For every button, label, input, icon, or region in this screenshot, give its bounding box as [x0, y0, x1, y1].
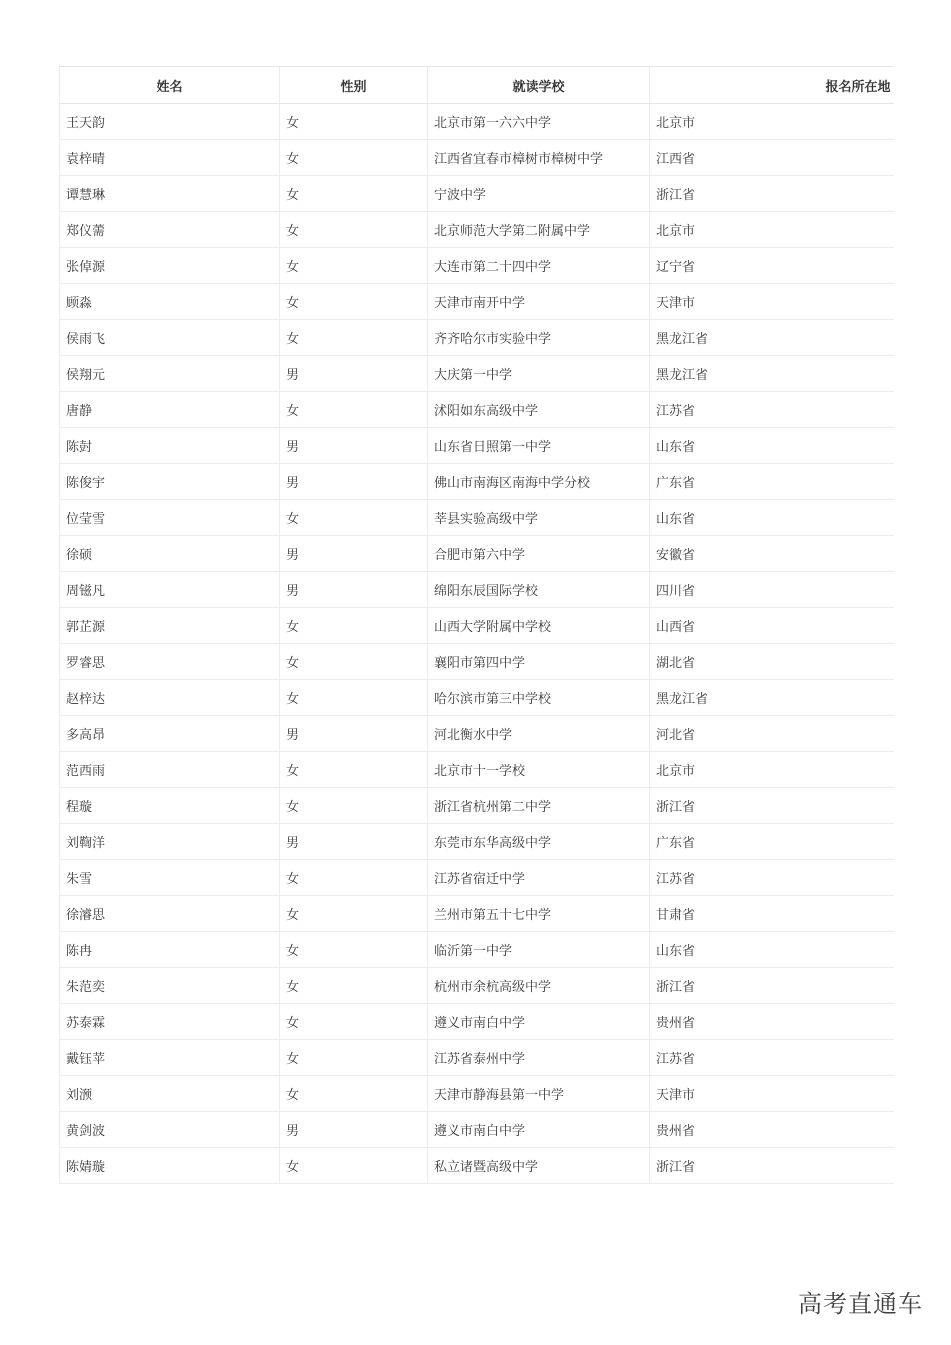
- cell-name: 罗睿思: [60, 644, 280, 680]
- cell-name: 侯翔元: [60, 356, 280, 392]
- cell-school: 江苏省泰州中学: [428, 1040, 650, 1076]
- table-row: [60, 140, 895, 176]
- table-row: [60, 392, 895, 428]
- cell-location: 山东省: [650, 932, 895, 968]
- cell-location: 浙江省: [650, 968, 895, 1004]
- header-name: 姓名: [60, 67, 280, 104]
- cell-school: 河北衡水中学: [428, 716, 650, 752]
- table-row: [60, 572, 895, 608]
- table-row: [60, 212, 895, 248]
- cell-school: 哈尔滨市第三中学校: [428, 680, 650, 716]
- header-row: [60, 67, 895, 104]
- cell-gender: 女: [280, 968, 428, 1004]
- cell-gender: 男: [280, 572, 428, 608]
- cell-name: 位莹雪: [60, 500, 280, 536]
- cell-school: 山东省日照第一中学: [428, 428, 650, 464]
- cell-gender: 女: [280, 212, 428, 248]
- cell-location: 江苏省: [650, 860, 895, 896]
- cell-location: 河北省: [650, 716, 895, 752]
- cell-school: 大庆第一中学: [428, 356, 650, 392]
- cell-name: 侯雨飞: [60, 320, 280, 356]
- cell-name: 刘滪: [60, 1076, 280, 1112]
- table-row: [60, 356, 895, 392]
- cell-gender: 男: [280, 716, 428, 752]
- table-row: [60, 500, 895, 536]
- cell-name: 戴钰苹: [60, 1040, 280, 1076]
- cell-gender: 男: [280, 536, 428, 572]
- cell-school: 私立诸暨高级中学: [428, 1148, 650, 1184]
- cell-school: 沭阳如东高级中学: [428, 392, 650, 428]
- cell-name: 张倬源: [60, 248, 280, 284]
- student-list-table: [59, 66, 894, 1184]
- cell-name: 程璇: [60, 788, 280, 824]
- cell-gender: 男: [280, 428, 428, 464]
- table-row: [60, 788, 895, 824]
- cell-location: 甘肃省: [650, 896, 895, 932]
- cell-location: 黑龙江省: [650, 356, 895, 392]
- cell-school: 遵义市南白中学: [428, 1004, 650, 1040]
- student-list-table-container: [59, 66, 894, 1184]
- cell-gender: 女: [280, 176, 428, 212]
- table-row: [60, 680, 895, 716]
- cell-location: 黑龙江省: [650, 320, 895, 356]
- cell-school: 江苏省宿迁中学: [428, 860, 650, 896]
- cell-gender: 女: [280, 1148, 428, 1184]
- cell-location: 黑龙江省: [650, 680, 895, 716]
- cell-gender: 男: [280, 356, 428, 392]
- table-row: [60, 824, 895, 860]
- cell-school: 遵义市南白中学: [428, 1112, 650, 1148]
- table-row: [60, 1076, 895, 1112]
- cell-location: 江西省: [650, 140, 895, 176]
- cell-school: 山西大学附属中学校: [428, 608, 650, 644]
- cell-name: 陈冉: [60, 932, 280, 968]
- cell-name: 朱雪: [60, 860, 280, 896]
- cell-name: 谭慧琳: [60, 176, 280, 212]
- table-row: [60, 464, 895, 500]
- cell-location: 山东省: [650, 428, 895, 464]
- table-body: [60, 104, 895, 1184]
- table-row: [60, 968, 895, 1004]
- table-row: [60, 1148, 895, 1184]
- table-row: [60, 896, 895, 932]
- table-row: [60, 248, 895, 284]
- cell-gender: 女: [280, 896, 428, 932]
- cell-gender: 男: [280, 464, 428, 500]
- cell-name: 顾淼: [60, 284, 280, 320]
- cell-location: 浙江省: [650, 176, 895, 212]
- table-row: [60, 1112, 895, 1148]
- cell-location: 贵州省: [650, 1112, 895, 1148]
- cell-school: 合肥市第六中学: [428, 536, 650, 572]
- cell-name: 范西雨: [60, 752, 280, 788]
- cell-school: 佛山市南海区南海中学分校: [428, 464, 650, 500]
- cell-gender: 女: [280, 320, 428, 356]
- cell-name: 袁梓晴: [60, 140, 280, 176]
- cell-school: 宁波中学: [428, 176, 650, 212]
- cell-school: 兰州市第五十七中学: [428, 896, 650, 932]
- cell-name: 陈尌: [60, 428, 280, 464]
- header-location: 报名所在地: [650, 67, 895, 104]
- cell-location: 安徽省: [650, 536, 895, 572]
- cell-school: 大连市第二十四中学: [428, 248, 650, 284]
- cell-gender: 男: [280, 1112, 428, 1148]
- cell-location: 北京市: [650, 752, 895, 788]
- cell-location: 天津市: [650, 284, 895, 320]
- cell-name: 黄剑波: [60, 1112, 280, 1148]
- cell-location: 浙江省: [650, 1148, 895, 1184]
- cell-gender: 女: [280, 392, 428, 428]
- cell-gender: 女: [280, 248, 428, 284]
- cell-name: 朱范奕: [60, 968, 280, 1004]
- cell-location: 四川省: [650, 572, 895, 608]
- cell-school: 齐齐哈尔市实验中学: [428, 320, 650, 356]
- cell-location: 浙江省: [650, 788, 895, 824]
- cell-gender: 女: [280, 1004, 428, 1040]
- cell-name: 多高昂: [60, 716, 280, 752]
- cell-school: 北京市十一学校: [428, 752, 650, 788]
- cell-location: 湖北省: [650, 644, 895, 680]
- table-row: [60, 932, 895, 968]
- cell-gender: 女: [280, 500, 428, 536]
- table-row: [60, 716, 895, 752]
- cell-location: 辽宁省: [650, 248, 895, 284]
- cell-school: 杭州市余杭高级中学: [428, 968, 650, 1004]
- cell-gender: 女: [280, 1076, 428, 1112]
- cell-gender: 女: [280, 104, 428, 140]
- cell-school: 莘县实验高级中学: [428, 500, 650, 536]
- cell-gender: 女: [280, 680, 428, 716]
- cell-school: 北京师范大学第二附属中学: [428, 212, 650, 248]
- cell-location: 贵州省: [650, 1004, 895, 1040]
- cell-gender: 女: [280, 608, 428, 644]
- cell-gender: 女: [280, 284, 428, 320]
- table-row: [60, 860, 895, 896]
- table-row: [60, 536, 895, 572]
- cell-school: 江西省宜春市樟树市樟树中学: [428, 140, 650, 176]
- cell-school: 天津市静海县第一中学: [428, 1076, 650, 1112]
- cell-location: 北京市: [650, 212, 895, 248]
- cell-location: 山西省: [650, 608, 895, 644]
- cell-gender: 女: [280, 1040, 428, 1076]
- cell-name: 苏泰霖: [60, 1004, 280, 1040]
- table-row: [60, 644, 895, 680]
- cell-name: 郭芷源: [60, 608, 280, 644]
- cell-name: 赵梓达: [60, 680, 280, 716]
- cell-school: 天津市南开中学: [428, 284, 650, 320]
- cell-school: 绵阳东辰国际学校: [428, 572, 650, 608]
- cell-location: 江苏省: [650, 1040, 895, 1076]
- cell-name: 陈婧璇: [60, 1148, 280, 1184]
- cell-name: 唐静: [60, 392, 280, 428]
- cell-gender: 女: [280, 752, 428, 788]
- cell-name: 刘鞫洋: [60, 824, 280, 860]
- cell-school: 东莞市东华高级中学: [428, 824, 650, 860]
- table-row: [60, 428, 895, 464]
- cell-name: 郑仪薷: [60, 212, 280, 248]
- cell-location: 广东省: [650, 464, 895, 500]
- watermark: 高考直通车: [798, 1290, 923, 1318]
- cell-gender: 女: [280, 788, 428, 824]
- table-row: [60, 284, 895, 320]
- table-row: [60, 1040, 895, 1076]
- cell-gender: 女: [280, 860, 428, 896]
- cell-location: 江苏省: [650, 392, 895, 428]
- cell-name: 周镃凡: [60, 572, 280, 608]
- cell-location: 北京市: [650, 104, 895, 140]
- table-row: [60, 608, 895, 644]
- cell-name: 徐濬思: [60, 896, 280, 932]
- cell-gender: 女: [280, 140, 428, 176]
- cell-name: 王天韵: [60, 104, 280, 140]
- header-gender: 性别: [280, 67, 428, 104]
- table-row: [60, 104, 895, 140]
- table-row: [60, 320, 895, 356]
- cell-school: 浙江省杭州第二中学: [428, 788, 650, 824]
- cell-gender: 女: [280, 932, 428, 968]
- table-row: [60, 752, 895, 788]
- cell-name: 陈俊宇: [60, 464, 280, 500]
- cell-name: 徐硕: [60, 536, 280, 572]
- cell-school: 北京市第一六六中学: [428, 104, 650, 140]
- header-school: 就读学校: [428, 67, 650, 104]
- table-header: [60, 67, 895, 104]
- table-row: [60, 176, 895, 212]
- cell-location: 山东省: [650, 500, 895, 536]
- table-row: [60, 1004, 895, 1040]
- cell-school: 襄阳市第四中学: [428, 644, 650, 680]
- cell-location: 广东省: [650, 824, 895, 860]
- cell-school: 临沂第一中学: [428, 932, 650, 968]
- cell-gender: 男: [280, 824, 428, 860]
- cell-location: 天津市: [650, 1076, 895, 1112]
- cell-gender: 女: [280, 644, 428, 680]
